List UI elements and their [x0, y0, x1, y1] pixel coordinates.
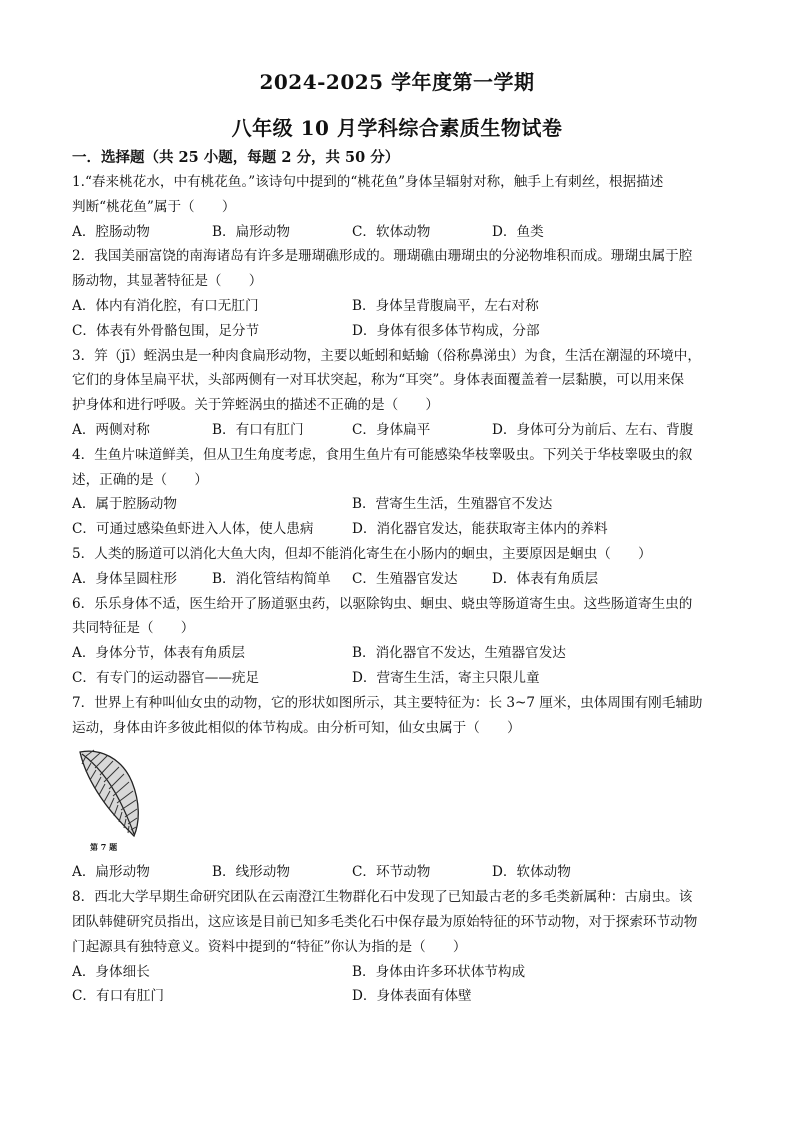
option-b: B．身体由许多环状体节构成	[352, 963, 526, 980]
question-stem-line: 运动，身体由许多彼此相似的体节构成。由分析可知，仙女虫属于（ ）	[72, 719, 521, 736]
options-row	[72, 492, 724, 517]
question-stem-line: 5．人类的肠道可以消化大鱼大肉，但却不能消化寄生在小肠内的蛔虫，主要原因是蛔虫（ ）	[72, 545, 652, 562]
option-a: A．身体呈圆柱形	[72, 570, 177, 587]
option-a: A．身体细长	[72, 963, 150, 980]
question-stem-line: 门起源具有独特意义。资料中提到的“特征”你认为指的是（ ）	[72, 938, 467, 955]
option-a: A．身体分节，体表有角质层	[72, 645, 245, 662]
question-stem-line: 8．西北大学早期生命研究团队在云南澄江生物群化石中发现了已知最古老的多毛类新属种：古扇虫。该	[72, 889, 693, 906]
option-b: B．扁形动物	[212, 223, 290, 240]
question-stem-line: 6．乐乐身体不适，医生给开了肠道驱虫药，以驱除钩虫、蛔虫、蛲虫等肠道寄生虫。这些肠道寄生虫的	[72, 595, 693, 612]
option-d: D．体表有角质层	[492, 570, 599, 587]
question-stem-line: 共同特征是（ ）	[72, 620, 195, 637]
question-stem-line: 它们的身体呈扁平状，头部两侧有一对耳状突起，称为“耳突”。身体表面覆盖着一层黏膜，可以用来保	[72, 372, 685, 389]
question-stem-line: 护身体和进行呼吸。关于笄蛭涡虫的描述不正确的是（ ）	[72, 397, 440, 414]
option-c: C．身体扁平	[352, 421, 431, 438]
question-stem-line: 1.“春来桃花水，中有桃花鱼。”该诗句中提到的“桃花鱼”身体呈辐射对称，触手上有刺丝，根据描述	[72, 174, 664, 190]
option-a: A．属于腔肠动物	[72, 496, 177, 513]
option-c: C．体表有外骨骼包围，足分节	[72, 322, 260, 339]
options-row	[72, 960, 724, 985]
question-stem-line: 7．世界上有种叫仙女虫的动物，它的形状如图所示，其主要特征为：长 3~7 厘米，虫体周围有刚毛辅助	[72, 694, 703, 711]
options-row	[72, 641, 724, 666]
option-d: D．消化器官发达，能获取寄主体内的养料	[352, 521, 608, 538]
option-c: C．有口有肛门	[72, 988, 164, 1005]
exam-term-title: 2024-2025 学年度第一学期	[259, 70, 535, 94]
question-4	[72, 443, 724, 542]
figure-nereid-worm	[72, 740, 724, 860]
option-b: B．身体呈背腹扁平，左右对称	[352, 297, 539, 314]
worm-illustration-icon	[74, 744, 146, 844]
question-stem-line: 3．笄（jī）蛭涡虫是一种肉食扁形动物，主要以蚯蚓和蛞蝓（俗称鼻涕虫）为食，生活在潮湿的环境中，	[72, 347, 701, 364]
option-a: A．两侧对称	[72, 421, 150, 438]
option-d: D．身体表面有体壁	[352, 988, 472, 1005]
option-c: C．生殖器官发达	[352, 570, 458, 587]
options-row	[72, 567, 724, 592]
option-b: B．有口有肛门	[212, 421, 304, 438]
question-7	[72, 691, 724, 885]
option-a: A．腔肠动物	[72, 223, 150, 240]
options-row	[72, 220, 724, 245]
option-b: B．营寄生生活，生殖器官不发达	[352, 496, 553, 513]
question-1	[72, 170, 724, 244]
option-d: D．营寄生生活，寄主只限儿童	[352, 669, 540, 686]
options-row	[72, 860, 724, 885]
option-b: B．线形动物	[212, 864, 290, 881]
question-6	[72, 592, 724, 691]
exam-paper-title: 八年级 10 月学科综合素质生物试卷	[231, 116, 563, 140]
option-a: A．体内有消化腔，有口无肛门	[72, 297, 259, 314]
options-row	[72, 666, 724, 691]
option-c: C．环节动物	[352, 864, 431, 881]
options-row	[72, 319, 724, 344]
option-b: B．消化器官不发达，生殖器官发达	[352, 645, 566, 662]
options-row	[72, 418, 724, 443]
question-8	[72, 885, 724, 1009]
options-row	[72, 517, 724, 542]
question-stem-line: 2．我国美丽富饶的南海诸岛有许多是珊瑚礁形成的。珊瑚礁由珊瑚虫的分泌物堆积而成。珊瑚虫属于腔	[72, 248, 693, 265]
options-row	[72, 984, 724, 1009]
option-d: D．软体动物	[492, 864, 571, 881]
question-stem-line: 判断“桃花鱼”属于（ ）	[72, 198, 236, 215]
question-list	[72, 170, 724, 1009]
question-stem-line: 述，正确的是（ ）	[72, 471, 208, 488]
question-stem-line: 4．生鱼片味道鲜美，但从卫生角度考虑，食用生鱼片有可能感染华枝睾吸虫。下列关于华枝睾吸虫的叙	[72, 446, 693, 463]
question-stem-line: 团队韩健研究员指出，这应该是目前已知多毛类化石中保存最为原始特征的环节动物，对于探索环节动物	[72, 913, 698, 930]
figure-caption: 第 7 题	[90, 842, 118, 853]
option-c: C．可通过感染鱼虾进入人体，使人患病	[72, 521, 314, 538]
question-stem-line: 肠动物，其显著特征是（ ）	[72, 273, 263, 290]
option-c: C．软体动物	[352, 223, 431, 240]
option-c: C．有专门的运动器官——疣足	[72, 669, 260, 686]
question-5	[72, 542, 724, 592]
question-2	[72, 244, 724, 343]
question-3	[72, 344, 724, 443]
options-row	[72, 294, 724, 319]
option-d: D．身体可分为前后、左右、背腹	[492, 421, 694, 438]
option-d: D．身体有很多体节构成，分部	[352, 322, 540, 339]
option-d: D．鱼类	[492, 223, 544, 240]
option-b: B．消化管结构简单	[212, 570, 331, 587]
section-heading: 一．选择题（共 25 小题，每题 2 分，共 50 分）	[72, 149, 400, 166]
option-a: A．扁形动物	[72, 864, 150, 881]
